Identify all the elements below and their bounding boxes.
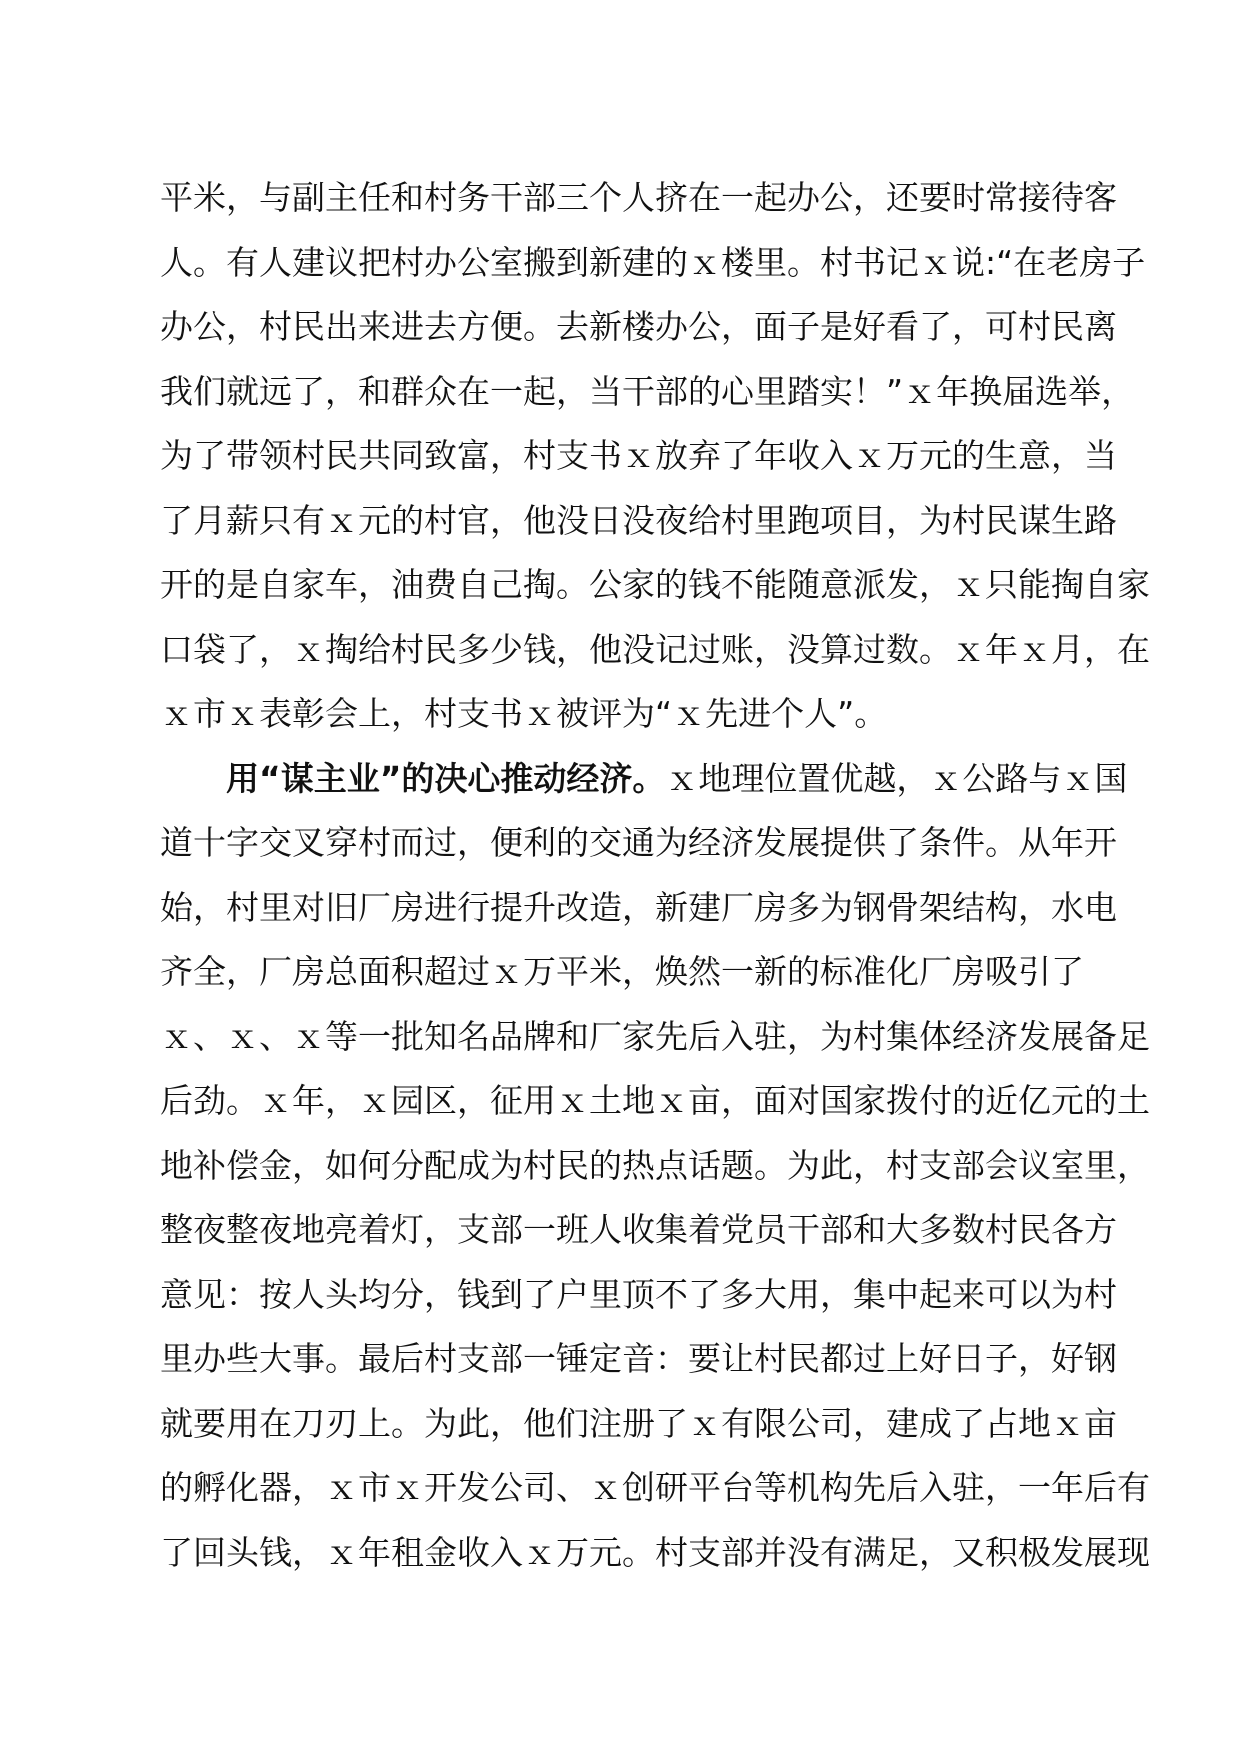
text-line: 意见：按人头均分，钱到了户里顶不了多大用，集中起来可以为村 <box>160 1274 1117 1314</box>
text-line: 平米，与副主任和村务干部三个人挤在一起办公，还要时常接待客 <box>160 178 1117 217</box>
text-line: ｘ、ｘ、ｘ等一批知名品牌和厂家先后入驻，为村集体经济发展备足 <box>160 1016 1150 1056</box>
text-line: 就要用在刀刃上。为此，他们注册了ｘ有限公司，建成了占地ｘ亩 <box>160 1403 1117 1443</box>
text-line: 地补偿金，如何分配成为村民的热点话题。为此，村支部会议室里， <box>160 1145 1150 1185</box>
document-body <box>160 166 1150 1585</box>
paragraph-2 <box>160 747 1150 1586</box>
text-line: 后劲。ｘ年，ｘ园区，征用ｘ土地ｘ亩，面对国家拨付的近亿元的土 <box>160 1081 1150 1120</box>
text-line: 了回头钱，ｘ年租金收入ｘ万元。村支部并没有满足，又积极发展现 <box>160 1532 1150 1572</box>
text-line: 口袋了，ｘ掏给村民多少钱，他没记过账，没算过数。ｘ年ｘ月，在 <box>160 629 1150 669</box>
text-line: 道十字交叉穿村而过，便利的交通为经济发展提供了条件。从年开 <box>160 823 1117 862</box>
text-line: 开的是自家车，油费自己掏。公家的钱不能随意派发，ｘ只能掏自家 <box>160 565 1150 604</box>
text-line: 为了带领村民共同致富，村支书ｘ放弃了年收入ｘ万元的生意，当 <box>160 436 1117 475</box>
text-span: ｘ地理位置优越，ｘ公路与ｘ国 <box>665 758 1128 798</box>
text-line: 办公，村民出来进去方便。去新楼办公，面子是好看了，可村民离 <box>160 307 1117 346</box>
paragraph-heading: 用“谋主业”的决心推动经济。 <box>226 758 666 798</box>
text-line: 了月薪只有ｘ元的村官，他没日没夜给村里跑项目，为村民谋生路 <box>160 500 1117 540</box>
text-line: 人。有人建议把村办公室搬到新建的ｘ楼里。村书记ｘ说:“在老房子 <box>160 242 1146 282</box>
text-line: 始，村里对旧厂房进行提升改造，新建厂房多为钢骨架结构，水电 <box>160 887 1117 927</box>
paragraph-first-line <box>160 747 1128 812</box>
text-line: 齐全，厂房总面积超过ｘ万平米，焕然一新的标准化厂房吸引了 <box>160 952 1084 991</box>
text-line: 的孵化器，ｘ市ｘ开发公司、ｘ创研平台等机构先后入驻，一年后有 <box>160 1468 1150 1507</box>
text-line: 我们就远了，和群众在一起，当干部的心里踏实！”ｘ年换届选举， <box>160 371 1135 411</box>
text-line: 整夜整夜地亮着灯，支部一班人收集着党员干部和大多数村民各方 <box>160 1210 1117 1249</box>
text-line: ｘ市ｘ表彰会上，村支书ｘ被评为“ｘ先进个人”。 <box>160 694 888 733</box>
paragraph-1 <box>160 166 1150 747</box>
text-line: 里办些大事。最后村支部一锤定音：要让村民都过上好日子，好钢 <box>160 1339 1117 1378</box>
